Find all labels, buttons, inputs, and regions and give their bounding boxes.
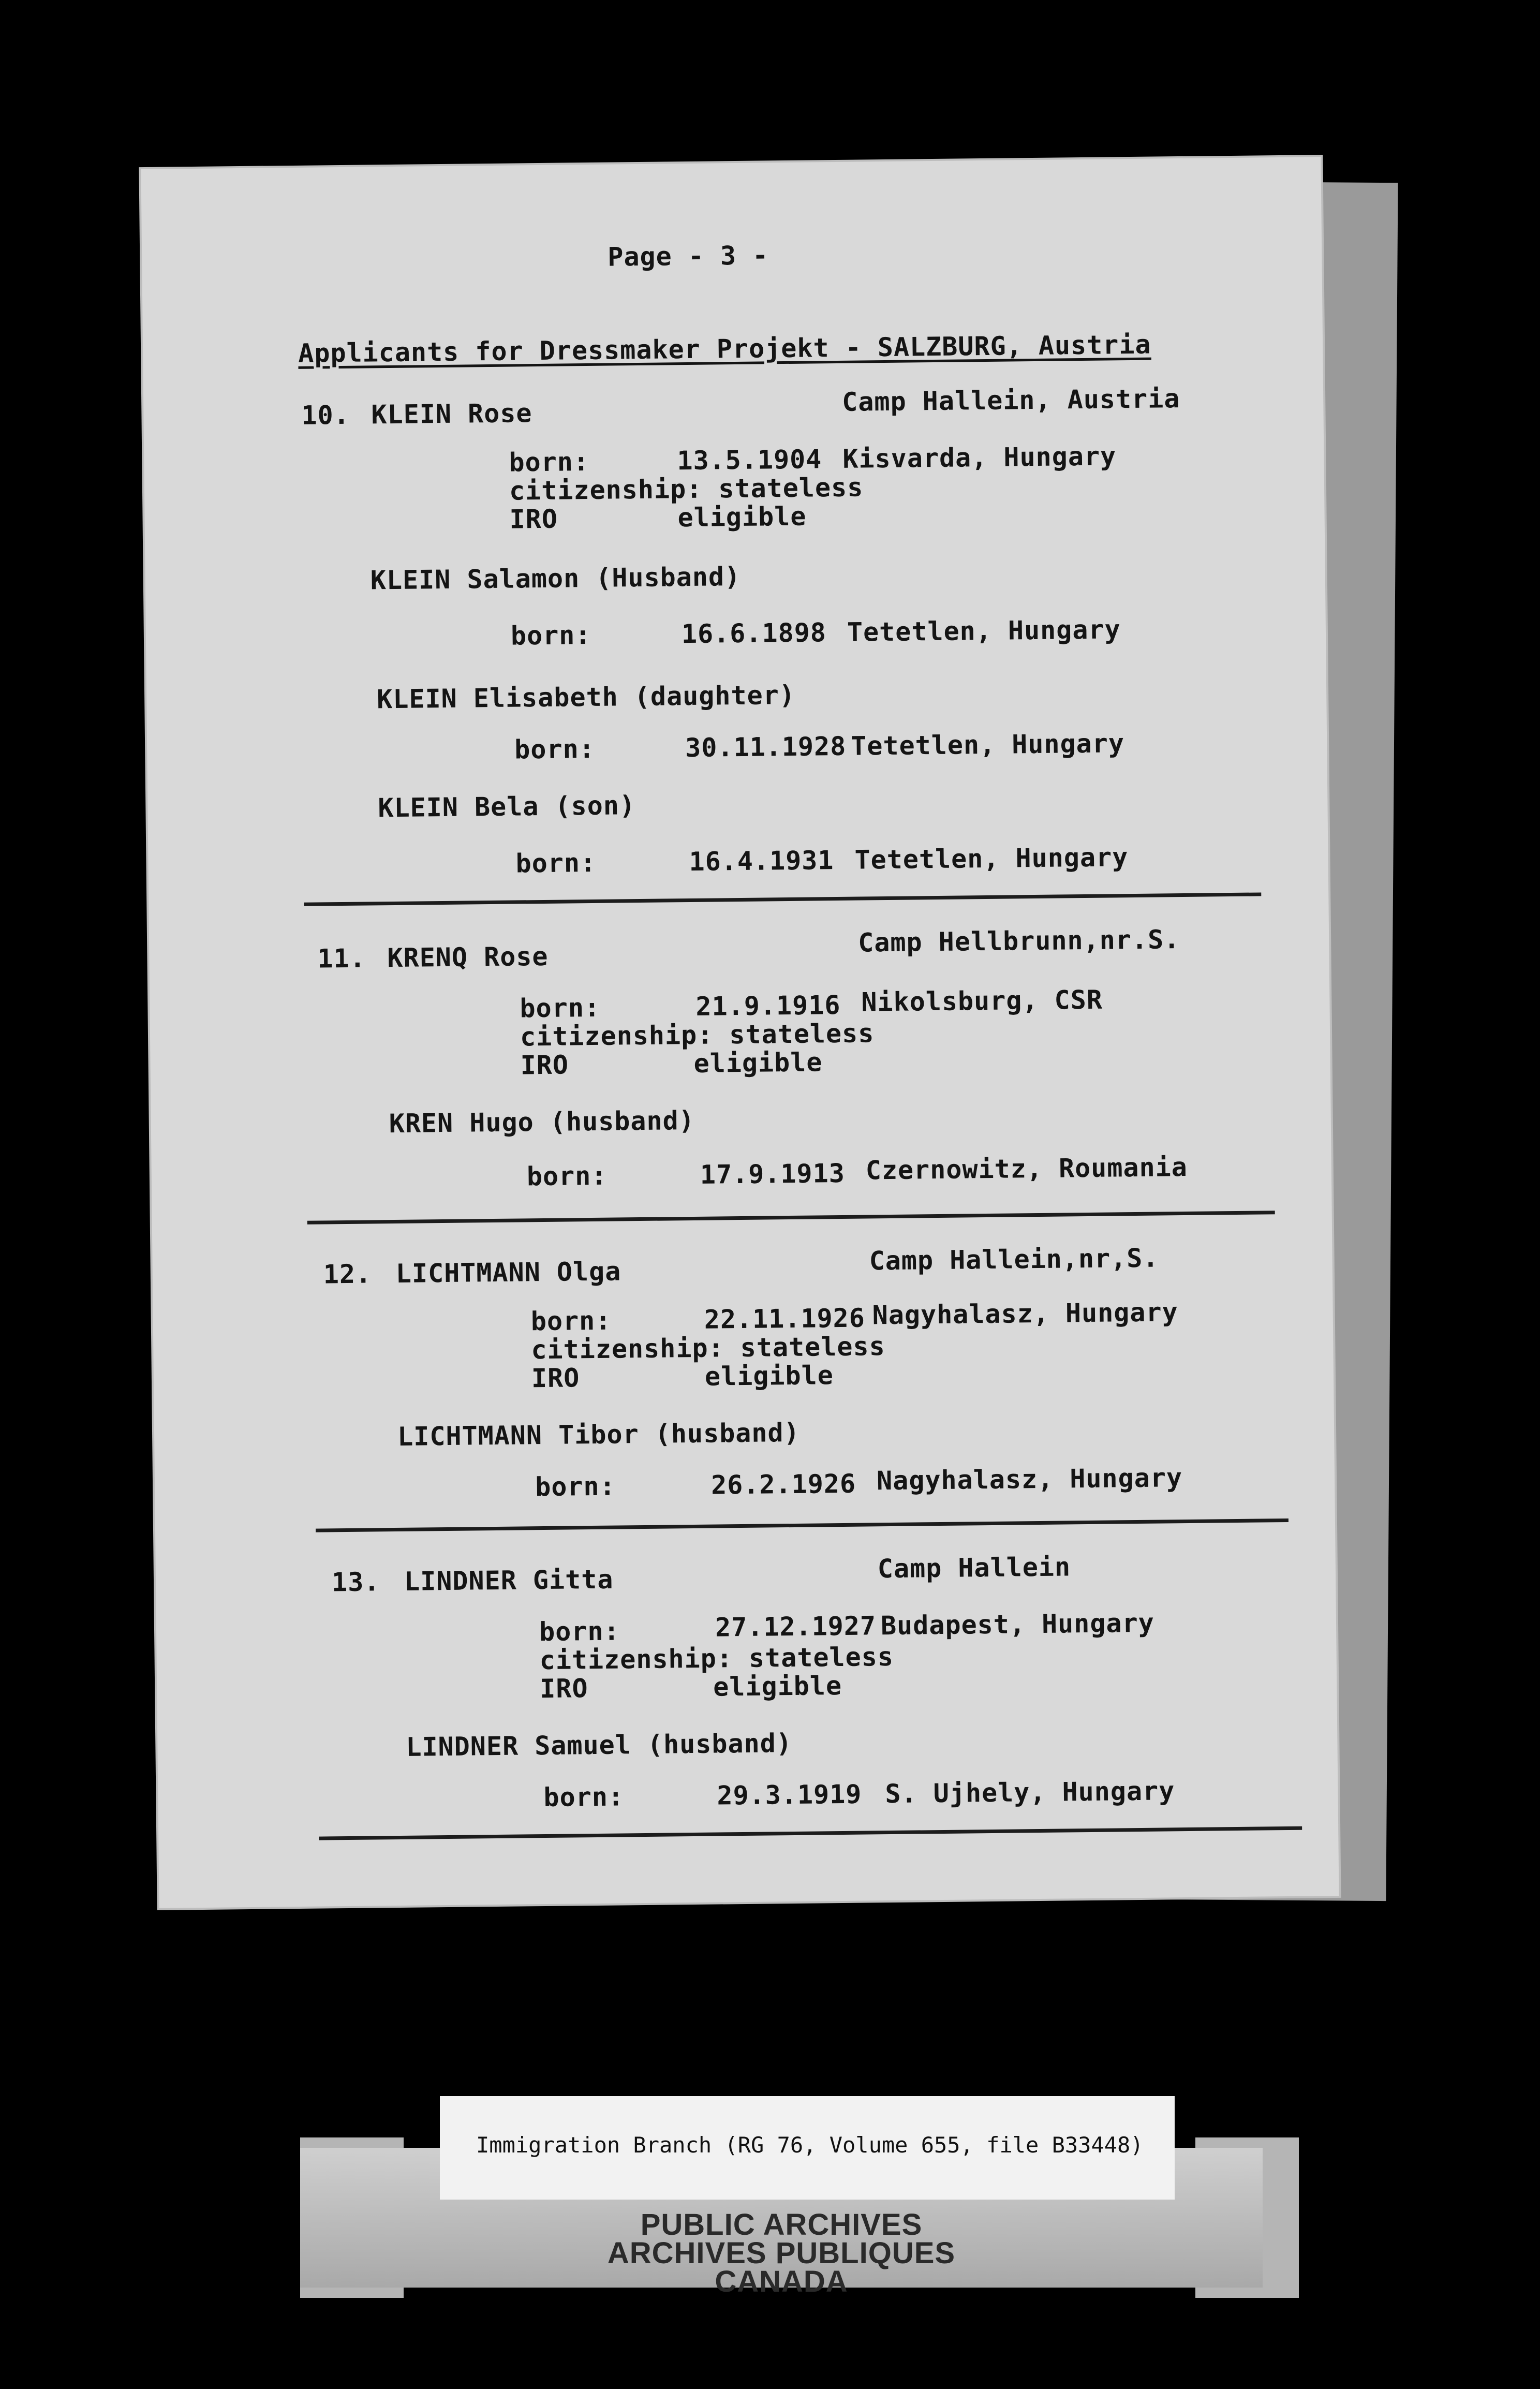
- born-date: 29.3.1919: [717, 1779, 862, 1811]
- iro-status: eligible: [677, 501, 807, 533]
- camp-location: Camp Hallein: [877, 1552, 1071, 1584]
- document-heading: Applicants for Dressmaker Projekt - SALZBURG, Austria: [298, 329, 1151, 368]
- relative-name: LICHTMANN Tibor (husband): [397, 1417, 800, 1452]
- citizenship: citizenship: stateless: [539, 1641, 894, 1676]
- citizenship: citizenship: stateless: [509, 472, 864, 506]
- relative-name: KLEIN Salamon (Husband): [370, 561, 741, 596]
- born-date: 22.11.1926: [704, 1303, 866, 1335]
- born-date: 30.11.1928: [685, 731, 847, 763]
- relative-name: KREN Hugo (husband): [389, 1105, 695, 1139]
- iro-label: IRO: [509, 504, 558, 535]
- iro-status: eligible: [693, 1047, 823, 1079]
- born-place: Nikolsburg, CSR: [861, 984, 1103, 1017]
- citizenship: citizenship: stateless: [520, 1018, 875, 1052]
- camp-location: Camp Hallein,nr,S.: [869, 1243, 1159, 1276]
- born-place: Nagyhalasz, Hungary: [876, 1463, 1183, 1496]
- iro-status: eligible: [704, 1360, 834, 1392]
- document-page: [141, 157, 1339, 1908]
- stamp-line-2: ARCHIVES PUBLIQUES: [607, 2236, 956, 2270]
- section-divider: [319, 1826, 1302, 1840]
- born-date: 27.12.1927: [715, 1611, 877, 1643]
- section-divider: [304, 892, 1261, 906]
- iro-label: IRO: [531, 1363, 580, 1394]
- born-place: Kisvarda, Hungary: [842, 441, 1117, 474]
- born-label: born:: [520, 992, 601, 1024]
- born-label: born:: [509, 446, 590, 478]
- born-date: 13.5.1904: [677, 444, 822, 476]
- born-label: born:: [514, 733, 596, 765]
- entry-number: 12.: [323, 1259, 372, 1290]
- born-date: 17.9.1913: [700, 1158, 846, 1190]
- iro-label: IRO: [520, 1050, 569, 1081]
- born-date: 16.4.1931: [689, 845, 834, 877]
- born-place: Tetetlen, Hungary: [854, 842, 1129, 875]
- section-divider: [307, 1211, 1275, 1225]
- stamp-line-3: CANADA: [715, 2265, 848, 2298]
- relative-name: KLEIN Bela (son): [378, 790, 636, 823]
- camp-location: Camp Hallein, Austria: [841, 384, 1180, 417]
- born-date: 16.6.1898: [681, 617, 827, 650]
- iro-status: eligible: [713, 1671, 842, 1702]
- applicant-name: KLEIN Rose: [371, 398, 532, 430]
- born-place: Tetetlen, Hungary: [847, 614, 1121, 647]
- archive-reference: Immigration Branch (RG 76, Volume 655, file B33448): [476, 2132, 1144, 2158]
- born-place: Nagyhalasz, Hungary: [872, 1297, 1178, 1331]
- born-label: born:: [543, 1781, 625, 1813]
- applicant-name: LICHTMANN Olga: [395, 1256, 621, 1289]
- born-label: born:: [515, 847, 597, 879]
- born-label: born:: [526, 1160, 608, 1192]
- born-place: Tetetlen, Hungary: [850, 728, 1125, 761]
- entry-number: 11.: [317, 943, 366, 974]
- relative-name: KLEIN Elisabeth (daughter): [376, 680, 796, 715]
- applicant-name: LINDNER Gitta: [404, 1564, 614, 1597]
- born-label: born:: [510, 620, 591, 651]
- citizenship: citizenship: stateless: [531, 1331, 885, 1365]
- camp-location: Camp Hellbrunn,nr.S.: [857, 924, 1180, 958]
- born-label: born:: [530, 1305, 612, 1337]
- born-date: 26.2.1926: [710, 1468, 856, 1500]
- entry-number: 13.: [331, 1567, 380, 1598]
- archive-label-card: [440, 2096, 1175, 2200]
- page-number: Page - 3 -: [607, 240, 769, 272]
- born-date: 21.9.1916: [695, 990, 841, 1022]
- born-place: Czernowitz, Roumania: [865, 1152, 1188, 1186]
- born-place: S. Ujhely, Hungary: [885, 1776, 1175, 1809]
- section-divider: [316, 1518, 1289, 1532]
- born-place: Budapest, Hungary: [880, 1608, 1155, 1641]
- born-label: born:: [539, 1616, 620, 1647]
- born-label: born:: [535, 1471, 616, 1502]
- iro-label: IRO: [539, 1673, 588, 1704]
- stamp-line-1: PUBLIC ARCHIVES: [640, 2208, 923, 2241]
- applicant-name: KRENQ Rose: [387, 941, 549, 974]
- entry-number: 10.: [301, 400, 350, 431]
- relative-name: LINDNER Samuel (husband): [406, 1728, 793, 1762]
